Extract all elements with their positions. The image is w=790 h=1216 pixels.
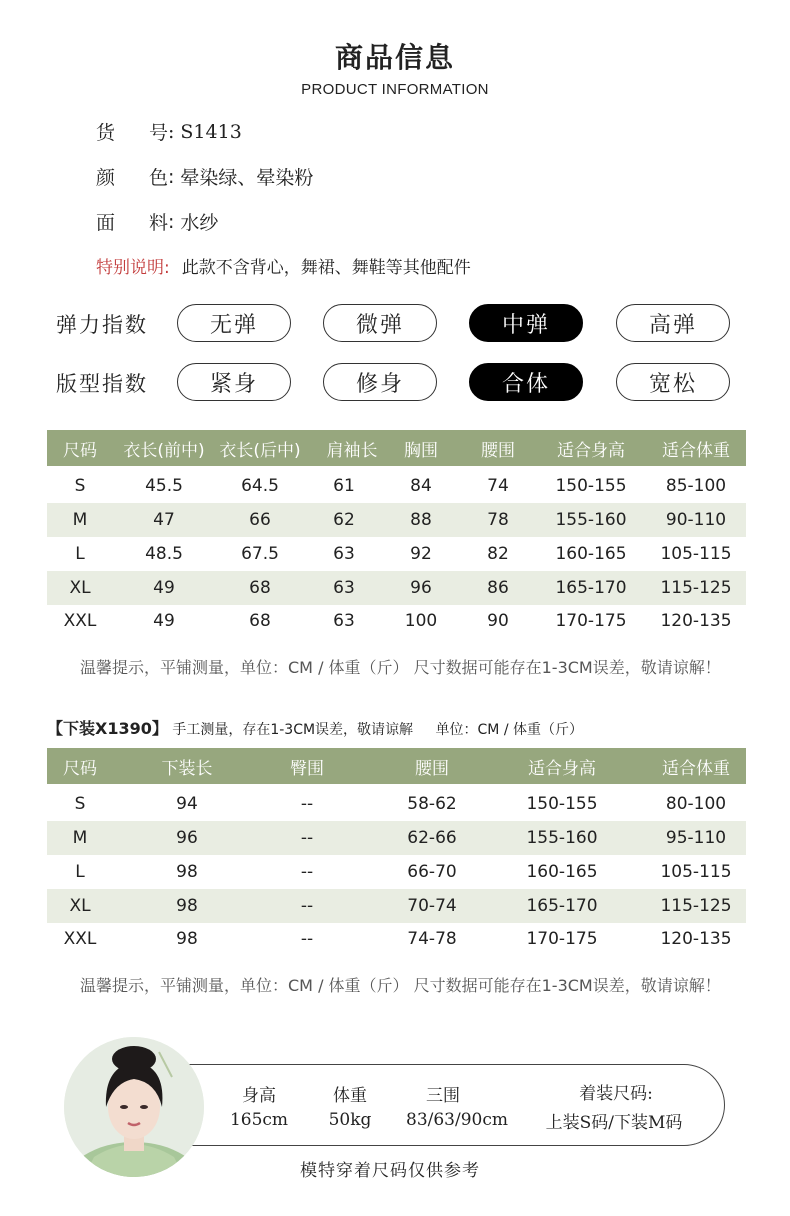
model-size-label: 着装尺码: xyxy=(579,1084,653,1104)
color-row: 颜 色 : 晕染绿、晕染粉 xyxy=(96,163,313,190)
bottom-size-table-header xyxy=(47,748,746,784)
header-cell: 适合体重 xyxy=(662,758,730,779)
model-size-value: 上装S码/下装M码 xyxy=(545,1113,683,1133)
page-title: 商品信息 xyxy=(334,41,455,74)
model-avatar xyxy=(64,1037,204,1177)
header-cell: 衣长(后中) xyxy=(219,440,301,461)
top-table-tip: 温馨提示，平铺测量，单位：CM / 体重（斤） 尺寸数据可能存在1-3CM误差，敬请谅解！ xyxy=(80,658,721,677)
header-cell: 衣长(前中) xyxy=(123,440,205,461)
elasticity-label: 弹力指数 xyxy=(56,313,148,337)
bottom-section-title xyxy=(47,716,583,739)
model-weight-value: 50kg xyxy=(328,1110,372,1130)
table-row: XXL 49 68 63 100 90 170-175 120-135 xyxy=(63,611,732,631)
bottom-bracket-title: 【下装X1390】 xyxy=(47,719,168,738)
model-portrait-icon xyxy=(64,1037,204,1177)
elasticity-option-none: 无弹 xyxy=(177,304,291,342)
header-cell: 适合身高 xyxy=(528,758,596,779)
fit-option-slim: 修身 xyxy=(323,363,437,401)
table-row: XXL 98 -- 74-78 170-175 120-135 xyxy=(63,929,732,949)
fit-label: 版型指数 xyxy=(56,372,148,396)
page-subtitle: PRODUCT INFORMATION xyxy=(301,81,489,98)
elasticity-option-slight: 微弹 xyxy=(323,304,437,342)
special-note-row xyxy=(96,253,471,278)
item-number-row: 货 号 : S1413 xyxy=(96,120,242,144)
header-cell: 腰围 xyxy=(481,440,515,461)
bottom-desc: 手工测量，存在1-3CM误差，敬请谅解 xyxy=(172,722,414,738)
fit-option-loose: 宽松 xyxy=(616,363,730,401)
model-height-value: 165cm xyxy=(229,1110,289,1130)
special-note-text: 此款不含背心，舞裙、舞鞋等其他配件 xyxy=(181,258,471,278)
fit-option-regular: 合体 xyxy=(469,363,583,401)
table-row: XL 98 -- 70-74 165-170 115-125 xyxy=(47,889,746,923)
table-row: M 47 66 62 88 78 155-160 90-110 xyxy=(47,503,746,537)
table-row: S 94 -- 58-62 150-155 80-100 xyxy=(74,794,727,814)
table-row: L 98 -- 66-70 160-165 105-115 xyxy=(75,862,732,882)
item-number: S1413 xyxy=(180,120,242,143)
elasticity-option-high: 高弹 xyxy=(616,304,730,342)
header-cell: 胸围 xyxy=(404,440,438,461)
model-height-label: 身高 xyxy=(242,1086,276,1106)
color-value: 晕染绿、晕染粉 xyxy=(180,167,314,189)
bottom-table-tip: 温馨提示，平铺测量，单位：CM / 体重（斤） 尺寸数据可能存在1-3CM误差，敬请谅解！ xyxy=(80,976,721,995)
elasticity-option-medium: 中弹 xyxy=(469,304,583,342)
fit-option-tight: 紧身 xyxy=(177,363,291,401)
table-row: M 96 -- 62-66 155-160 95-110 xyxy=(47,821,746,855)
model-weight-label: 体重 xyxy=(333,1086,367,1106)
header-cell: 尺码 xyxy=(63,758,97,779)
header-cell: 下装长 xyxy=(161,758,213,779)
bottom-unit: 单位：CM / 体重（斤） xyxy=(435,722,583,738)
header-cell: 适合身高 xyxy=(557,440,625,461)
model-caption: 模特穿着尺码仅供参考 xyxy=(300,1161,480,1181)
model-measure-label: 三围 xyxy=(426,1086,460,1106)
header-cell: 尺码 xyxy=(63,440,97,461)
model-measure-value: 83/63/90cm xyxy=(406,1110,508,1130)
header-cell: 腰围 xyxy=(415,758,449,779)
fabric-row: 面 料 : 水纱 xyxy=(96,208,218,235)
top-size-table-header xyxy=(47,430,746,466)
special-note-label: 特别说明: xyxy=(96,258,170,278)
table-row: L 48.5 67.5 63 92 82 160-165 105-115 xyxy=(75,544,732,564)
header-cell: 臀围 xyxy=(290,758,324,779)
header-cell: 肩袖长 xyxy=(326,440,378,461)
table-row: S 45.5 64.5 61 84 74 150-155 85-100 xyxy=(74,476,727,496)
fabric-value: 水纱 xyxy=(180,212,219,234)
table-row: XL 49 68 63 96 86 165-170 115-125 xyxy=(47,571,746,605)
header-cell: 适合体重 xyxy=(662,440,730,461)
